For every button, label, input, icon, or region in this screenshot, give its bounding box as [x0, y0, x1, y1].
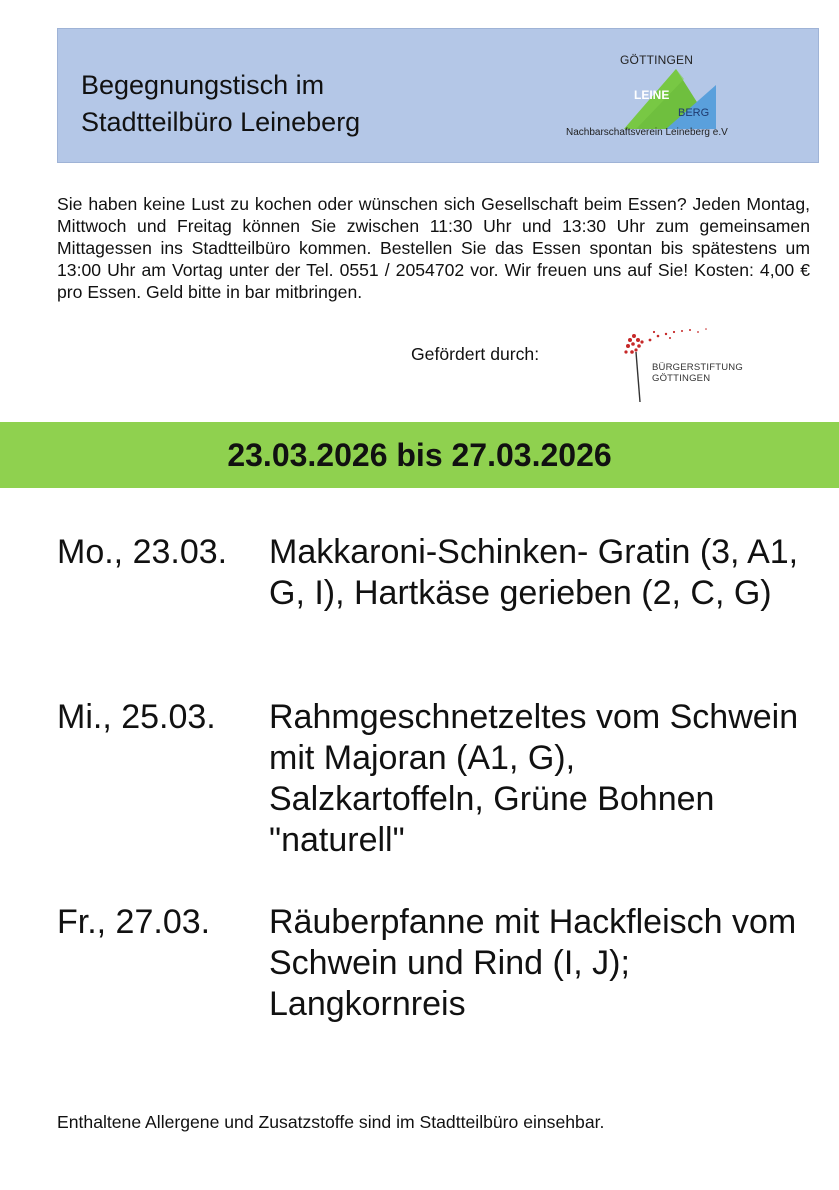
leineberg-logo: [566, 51, 816, 151]
menu-day: Mi., 25.03.: [57, 698, 216, 736]
menu-dish: Räuberpfanne mit Hackfleisch vom Schwein und Rind (I, J); Langkornreis: [269, 903, 797, 1023]
page-title: [81, 67, 360, 141]
menu-day: Mo., 23.03.: [57, 533, 228, 571]
menu-dish: Makkaroni-Schinken- Gratin (3, A1, G, I), Hartkäse gerieben (2, C, G): [269, 533, 799, 612]
intro-paragraph: Sie haben keine Lust zu kochen oder wünschen sich Gesellschaft beim Essen? Jeden Montag, Mittwoch und Freitag können Sie zwischen 11:30 Uhr und 13:30 Uhr zum gemeinsamen Mittagessen ins Stadtteilbüro kommen. Bestellen Sie das Essen spontan bis spätestens um 13:00 Uhr am Vortag unter der Tel. 0551 / 2054702 vor. Wir freuen uns auf Sie! Kosten: 4,00 € pro Essen. Geld bitte in bar mitbringen.: [57, 194, 810, 302]
header-box: [57, 28, 819, 163]
menu-day: Fr., 27.03.: [57, 903, 211, 941]
title-line-2: Stadtteilbüro Leineberg: [81, 107, 361, 137]
week-range: 23.03.2026 bis 27.03.2026: [227, 436, 612, 473]
sponsor-logo-line-1: BÜRGERSTIFTUNG: [652, 362, 743, 373]
menu-dish: Rahmgeschnetzeltes vom Schwein mit Majoran (A1, G), Salzkartoffeln, Grüne Bohnen "naturell": [269, 698, 799, 859]
sponsor-label: Gefördert durch:: [411, 344, 540, 364]
sponsor-logo-line-2: GÖTTINGEN: [652, 373, 711, 384]
logo-text-middle: LEINE: [634, 88, 670, 102]
sponsor-logo: [620, 326, 770, 404]
week-date-band: [0, 422, 839, 488]
title-line-1: Begegnungstisch im: [81, 70, 325, 100]
logo-subtitle: Nachbarschaftsverein Leineberg e.V: [566, 127, 728, 138]
logo-text-top: GÖTTINGEN: [620, 53, 694, 67]
logo-text-bottom: BERG: [678, 107, 710, 119]
sponsor-logo-text: [652, 362, 743, 384]
allergen-note: Enthaltene Allergene und Zusatzstoffe sind im Stadtteilbüro einsehbar.: [57, 1112, 605, 1132]
